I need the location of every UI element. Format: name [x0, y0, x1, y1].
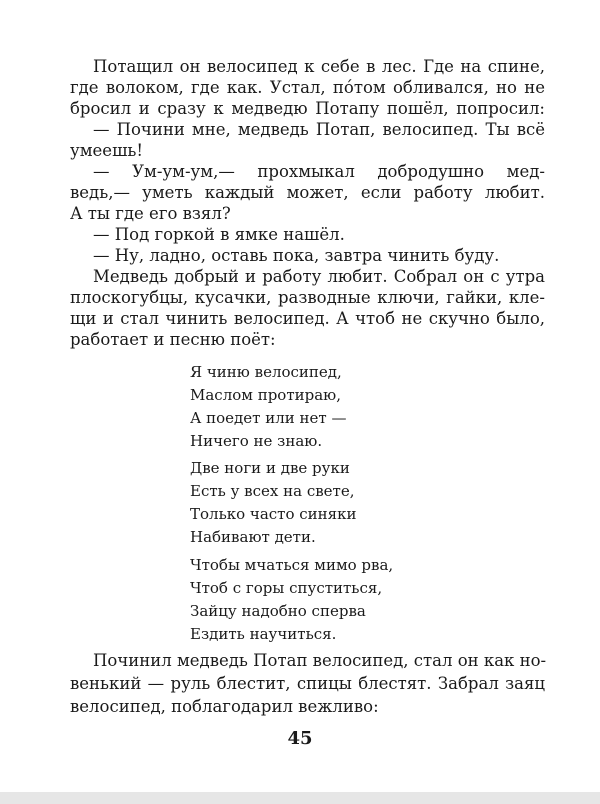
text-line: — Ум-ум-ум,— прохмыкал добродушно мед-: [93, 162, 545, 181]
text-line: венький — руль блестит, спицы блестят. Забрал заяц: [70, 674, 545, 693]
text-line: Медведь добрый и работу любит. Собрал он с утра: [93, 267, 545, 286]
verse-line: Две ноги и две руки: [190, 459, 350, 477]
text-line: где волоком, где как. Устал, пóтом обливался, но не: [70, 78, 545, 97]
text-line: ведь,— уметь каждый может, если работу любит.: [70, 183, 545, 202]
page-bottom-edge: [0, 792, 600, 804]
text-line: А ты где его взял?: [70, 204, 231, 223]
verse-line: Есть у всех на свете,: [190, 482, 355, 500]
page-number: 45: [287, 728, 313, 749]
text-line: — Почини мне, медведь Потап, велосипед. Ты всё: [93, 120, 545, 139]
verse-line: Набивают дети.: [190, 528, 316, 546]
verse-line: Чтобы мчаться мимо рва,: [190, 556, 394, 574]
verse-line: А поедет или нет —: [190, 409, 347, 427]
text-line: велосипед, поблагодарил вежливо:: [70, 697, 379, 716]
verse-line: Чтоб с горы спуститься,: [190, 579, 383, 597]
text-line: бросил и сразу к медведю Потапу пошёл, попросил:: [70, 99, 545, 118]
verse-line: Ездить научиться.: [190, 625, 337, 643]
text-line: — Под горкой в ямке нашёл.: [93, 225, 345, 244]
verse-line: Ничего не знаю.: [190, 432, 323, 450]
verse-line: Я чиню велосипед,: [190, 363, 342, 381]
text-line: Потащил он велосипед к себе в лес. Где на спине,: [93, 57, 545, 76]
text-line: — Ну, ладно, оставь пока, завтра чинить буду.: [93, 246, 500, 265]
text-line: щи и стал чинить велосипед. А чтоб не скучно было,: [70, 309, 545, 328]
text-line: работает и песню поёт:: [70, 330, 276, 349]
verse-line: Маслом протираю,: [190, 386, 341, 404]
text-line: умеешь!: [70, 141, 144, 160]
verse-line: Зайцу надобно сперва: [190, 602, 366, 620]
text-line: Починил медведь Потап велосипед, стал он как но-: [93, 651, 547, 670]
text-line: плоскогубцы, кусачки, разводные ключи, гайки, кле-: [70, 288, 545, 307]
verse-line: Только часто синяки: [190, 505, 357, 523]
